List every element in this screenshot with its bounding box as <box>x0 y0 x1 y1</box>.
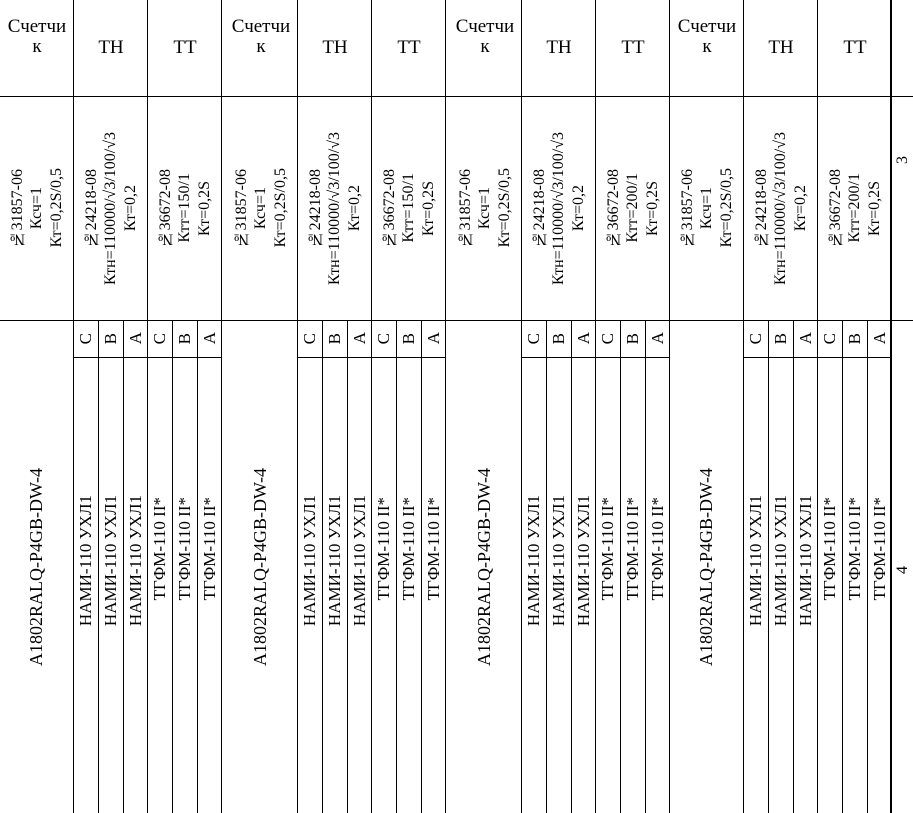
phase-label: В <box>549 332 569 345</box>
tt-spec-line: Ктт=200/1 <box>624 173 642 243</box>
meter-header <box>8 17 66 57</box>
tn-spec-line: Ктн=110000/√3/100/√3 <box>772 131 790 285</box>
meter-header-line: к <box>702 36 712 57</box>
phase-cell <box>522 320 547 357</box>
tn-spec-line: Ктн=110000/√3/100/√3 <box>550 131 568 285</box>
meter-model: А1802RALQ-P4GB-DW-4 <box>474 467 495 666</box>
meter-model: А1802RALQ-P4GB-DW-4 <box>696 467 717 666</box>
meter-spec-cell <box>448 96 522 320</box>
phase-cell <box>794 320 819 357</box>
model-cell <box>397 357 422 813</box>
tt-spec-cell <box>148 96 222 320</box>
meter-spec-line: Кт=0,2S/0,5 <box>271 168 289 248</box>
phase-cell <box>372 320 397 357</box>
tn-spec-line: Кт=0,2 <box>121 184 139 232</box>
tn-header-cell <box>74 0 148 96</box>
tn-header-cell <box>298 0 372 96</box>
meter-header-cell <box>0 0 74 96</box>
meter-spec-cell <box>670 96 744 320</box>
model-cell <box>422 357 447 813</box>
model-cell <box>522 357 547 813</box>
tn-spec-cell <box>298 96 372 320</box>
phase-cell <box>348 320 373 357</box>
tn-header-cell <box>522 0 596 96</box>
meter-spec <box>9 168 65 247</box>
phase-label: С <box>524 332 544 345</box>
meter-header-line: Счетчи <box>231 16 291 38</box>
tt-header: ТТ <box>173 37 197 58</box>
model-cell <box>323 357 348 813</box>
phase-cell <box>769 320 794 357</box>
page-number: 3 <box>894 156 912 164</box>
model-cell <box>74 357 99 813</box>
model-cell <box>173 357 198 813</box>
meter-header <box>232 17 290 57</box>
tt-header-cell <box>818 0 892 96</box>
phase-label: В <box>771 332 791 345</box>
phase-row-rule <box>596 357 669 358</box>
equipment-model: ТГФМ-110 II* <box>424 497 444 601</box>
meter-spec-line: Кт=0,2S/0,5 <box>47 168 65 248</box>
phase-label: В <box>325 332 345 345</box>
tt-spec <box>381 169 437 247</box>
phase-label: С <box>76 332 96 345</box>
meter-header-line: к <box>256 36 266 57</box>
phase-cell <box>596 320 621 357</box>
tn-spec-line: №24218-08 <box>83 168 101 248</box>
phase-cell <box>74 320 99 357</box>
model-cell <box>298 357 323 813</box>
tn-header-cell <box>744 0 818 96</box>
tt-spec-line: №36672-08 <box>605 168 623 248</box>
meter-model-cell <box>448 320 522 813</box>
meter-header-cell <box>224 0 298 96</box>
equipment-model: ТГФМ-110 II* <box>150 497 170 601</box>
meter-header-line: Счетчи <box>7 16 67 38</box>
meter-spec-line: Ксч=1 <box>698 186 716 230</box>
phase-label: А <box>574 332 594 345</box>
tn-spec <box>531 132 587 285</box>
phase-label: С <box>300 332 320 345</box>
phase-label: А <box>424 332 444 345</box>
meter-model-cell <box>224 320 298 813</box>
phase-cell <box>621 320 646 357</box>
phase-row-rule <box>744 357 817 358</box>
equipment-model: НАМИ-110 УХЛ1 <box>126 495 146 627</box>
tt-spec-line: №36672-08 <box>157 168 175 248</box>
equipment-model: НАМИ-110 УХЛ1 <box>76 495 96 627</box>
equipment-model: НАМИ-110 УХЛ1 <box>796 495 816 627</box>
tn-spec <box>753 132 809 285</box>
phase-cell <box>323 320 348 357</box>
model-cell <box>148 357 173 813</box>
tn-spec-line: Ктн=110000/√3/100/√3 <box>326 131 344 285</box>
equipment-model: ТГФМ-110 II* <box>374 497 394 601</box>
phase-cell <box>818 320 843 357</box>
phase-label: В <box>399 332 419 345</box>
model-cell <box>348 357 373 813</box>
model-cell <box>596 357 621 813</box>
equipment-model: НАМИ-110 УХЛ1 <box>325 495 345 627</box>
model-cell <box>124 357 149 813</box>
phase-cell <box>173 320 198 357</box>
tt-spec-line: Кт=0,2S <box>865 180 883 236</box>
phase-label: А <box>870 332 890 345</box>
tt-spec-line: №36672-08 <box>381 168 399 248</box>
tt-header: ТТ <box>621 37 645 58</box>
model-cell <box>794 357 819 813</box>
equipment-model: ТГФМ-110 II* <box>175 497 195 601</box>
phase-cell <box>198 320 223 357</box>
equipment-model: ТГФМ-110 II* <box>845 497 865 601</box>
phase-label: В <box>101 332 121 345</box>
model-cell <box>99 357 124 813</box>
phase-label: А <box>126 332 146 345</box>
meter-model-cell <box>670 320 744 813</box>
phase-label: С <box>150 332 170 345</box>
phase-label: А <box>200 332 220 345</box>
equipment-model: НАМИ-110 УХЛ1 <box>549 495 569 627</box>
tn-spec-cell <box>522 96 596 320</box>
equipment-model: НАМИ-110 УХЛ1 <box>746 495 766 627</box>
model-cell <box>843 357 868 813</box>
meter-header-cell <box>670 0 744 96</box>
model-cell <box>198 357 223 813</box>
tt-spec-line: Кт=0,2S <box>419 180 437 236</box>
tn-spec-cell <box>744 96 818 320</box>
model-cell <box>621 357 646 813</box>
phase-label: С <box>820 332 840 345</box>
tt-spec-cell <box>372 96 446 320</box>
phase-label: С <box>598 332 618 345</box>
phase-cell <box>744 320 769 357</box>
phase-label: А <box>350 332 370 345</box>
tn-spec-line: №24218-08 <box>753 168 771 248</box>
tt-spec <box>827 169 883 247</box>
equipment-model: ТГФМ-110 II* <box>200 497 220 601</box>
phase-cell <box>572 320 597 357</box>
tt-header-cell <box>372 0 446 96</box>
phase-cell <box>397 320 422 357</box>
model-cell <box>372 357 397 813</box>
meter-model-cell <box>0 320 74 813</box>
meter-spec-line: Кт=0,2S/0,5 <box>495 168 513 248</box>
phase-cell <box>99 320 124 357</box>
model-cell <box>547 357 572 813</box>
tn-header: ТН <box>322 37 348 58</box>
equipment-model: НАМИ-110 УХЛ1 <box>524 495 544 627</box>
phase-cell <box>124 320 149 357</box>
tn-spec-line: №24218-08 <box>531 168 549 248</box>
tn-spec <box>307 132 363 285</box>
tn-spec-line: Кт=0,2 <box>345 184 363 232</box>
phase-row-rule <box>74 357 147 358</box>
phase-label: А <box>648 332 668 345</box>
tn-spec-line: Кт=0,2 <box>569 184 587 232</box>
model-cell <box>572 357 597 813</box>
model-cell <box>769 357 794 813</box>
phase-row-rule <box>522 357 595 358</box>
equipment-model: ТГФМ-110 II* <box>598 497 618 601</box>
page-number-header <box>893 140 913 180</box>
equipment-model: ТГФМ-110 II* <box>870 497 890 601</box>
tt-spec-line: Кт=0,2S <box>195 180 213 236</box>
phase-row-rule <box>818 357 891 358</box>
tt-header: ТТ <box>843 37 867 58</box>
tt-spec <box>605 169 661 247</box>
phase-cell <box>298 320 323 357</box>
tt-spec-cell <box>596 96 670 320</box>
phase-cell <box>148 320 173 357</box>
tn-header: ТН <box>546 37 572 58</box>
tn-header: ТН <box>768 37 794 58</box>
phase-cell <box>868 320 893 357</box>
phase-label: С <box>746 332 766 345</box>
tn-spec <box>83 132 139 285</box>
tt-spec-line: Ктт=150/1 <box>400 173 418 243</box>
model-cell <box>818 357 843 813</box>
model-cell <box>646 357 671 813</box>
tn-spec-line: Кт=0,2 <box>791 184 809 232</box>
equipment-model: НАМИ-110 УХЛ1 <box>574 495 594 627</box>
phase-cell <box>646 320 671 357</box>
meter-spec-line: №31857-06 <box>233 168 251 248</box>
meter-header-line: Счетчи <box>677 16 737 38</box>
tt-spec-cell <box>818 96 892 320</box>
tt-header-cell <box>148 0 222 96</box>
phase-label: В <box>623 332 643 345</box>
equipment-model: НАМИ-110 УХЛ1 <box>300 495 320 627</box>
equipment-model: ТГФМ-110 II* <box>820 497 840 601</box>
tn-header: ТН <box>98 37 124 58</box>
phase-cell <box>422 320 447 357</box>
phase-row-rule <box>298 357 371 358</box>
equipment-model: ТГФМ-110 II* <box>623 497 643 601</box>
meter-header-line: к <box>480 36 490 57</box>
meter-spec-line: Ксч=1 <box>476 186 494 230</box>
model-cell <box>744 357 769 813</box>
meter-spec-line: Ксч=1 <box>28 186 46 230</box>
tt-header: ТТ <box>397 37 421 58</box>
meter-spec <box>233 168 289 247</box>
meter-spec-line: Ксч=1 <box>252 186 270 230</box>
phase-cell <box>547 320 572 357</box>
equipment-model: ТГФМ-110 II* <box>399 497 419 601</box>
tt-spec-line: Кт=0,2S <box>643 180 661 236</box>
meter-header-line: к <box>32 36 42 57</box>
meter-spec <box>679 168 735 247</box>
meter-model: А1802RALQ-P4GB-DW-4 <box>26 467 47 666</box>
tt-spec-line: Ктт=150/1 <box>176 173 194 243</box>
phase-label: В <box>845 332 865 345</box>
phase-cell <box>843 320 868 357</box>
meter-header <box>456 17 514 57</box>
meter-model: А1802RALQ-P4GB-DW-4 <box>250 467 271 666</box>
equipment-model: НАМИ-110 УХЛ1 <box>771 495 791 627</box>
meter-spec-cell <box>0 96 74 320</box>
equipment-model: НАМИ-110 УХЛ1 <box>101 495 121 627</box>
meter-spec <box>457 168 513 247</box>
model-cell <box>868 357 893 813</box>
meter-spec-line: №31857-06 <box>679 168 697 248</box>
phase-label: А <box>796 332 816 345</box>
phase-row-rule <box>148 357 221 358</box>
phase-row-rule <box>372 357 445 358</box>
meter-header <box>678 17 736 57</box>
phase-label: С <box>374 332 394 345</box>
page-number: 4 <box>894 566 912 574</box>
tn-spec-cell <box>74 96 148 320</box>
page-number-body <box>893 550 913 590</box>
tt-spec-line: Ктт=200/1 <box>846 173 864 243</box>
tn-spec-line: Ктн=110000/√3/100/√3 <box>102 131 120 285</box>
meter-spec-cell <box>224 96 298 320</box>
meter-spec-line: №31857-06 <box>9 168 27 248</box>
tt-spec-line: №36672-08 <box>827 168 845 248</box>
meter-header-cell <box>448 0 522 96</box>
tn-spec-line: №24218-08 <box>307 168 325 248</box>
tt-spec <box>157 169 213 247</box>
meter-spec-line: №31857-06 <box>457 168 475 248</box>
meter-spec-line: Кт=0,2S/0,5 <box>717 168 735 248</box>
tt-header-cell <box>596 0 670 96</box>
equipment-model: НАМИ-110 УХЛ1 <box>350 495 370 627</box>
phase-label: В <box>175 332 195 345</box>
equipment-model: ТГФМ-110 II* <box>648 497 668 601</box>
meter-header-line: Счетчи <box>455 16 515 38</box>
